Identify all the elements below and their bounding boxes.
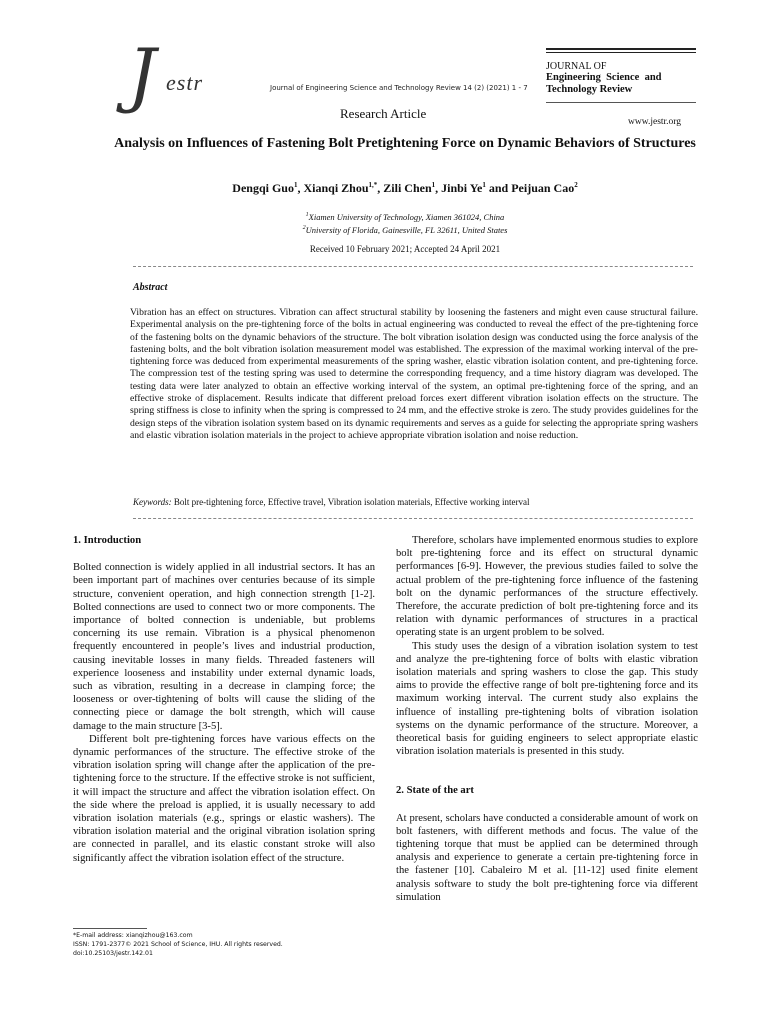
affiliation-1 (110, 210, 700, 223)
journal-name-line-2: Technology Review (546, 84, 633, 95)
logo-text: estr (166, 70, 203, 95)
author-affiliation-mark: 1 (431, 181, 436, 189)
keywords-label: Keywords: (133, 497, 172, 507)
affiliation-text: University of Florida, Gainesville, FL 32611, United States (305, 224, 508, 235)
abstract-heading: Abstract (133, 282, 168, 293)
spacer (396, 758, 698, 784)
author-name: Dengqi Guo (232, 181, 294, 195)
author-affiliation-mark: 1 (293, 181, 298, 189)
journal-logo (128, 34, 238, 120)
paragraph: At present, scholars have conducted a considerable amount of work on bolt fasteners, with different methods and focus. The value of the tightening torque that must be applied can be determined through analysis and experience to generate a certain pre-tightening force in the fastener [10]. Cabaleiro M et al. [11-12] used finite element analysis software to study the bolt pre-tightening force via different simulation (396, 812, 698, 903)
keywords-text: Bolt pre-tightening force, Effective travel, Vibration isolation materials, Effective working interval (173, 497, 530, 507)
author-name: Peijuan Cao (511, 181, 575, 195)
divider (133, 518, 693, 519)
top-rule-thin (546, 52, 696, 53)
affiliation-mark: 1 (305, 212, 309, 218)
affiliation-2 (110, 223, 700, 236)
author-affiliation-mark: 1,* (368, 181, 378, 189)
paragraph: Bolted connection is widely applied in all industrial sectors. It has an been important part of machines over centuries because of its simple structure, convenient operation, and high connection strength [1-2]. Bolted connections are used to connect two or more components. The importance of bolted connection is undeniable, but problems concerning its use remain. Vibration is a physical phenomenon frequently encountered in people’s lives and industrial production, causing inevitable losses in many fields. Threaded fasteners will experience looseness and instability under external dynamic loads, such as vibration, resulting in a decrease in clamping force; the looseness or over-tightening of bolts will cause the sliding of the connecting piece or damage the bolt strength, which will cause damage to the main structure [3-5]. (73, 562, 375, 732)
author-affiliation-mark: 2 (574, 181, 578, 189)
paragraph: This study uses the design of a vibration isolation system to test and analyze the pre-tightening force of bolts with elastic vibration isolation materials and spring washers to close the gap. This study aims to provide the effective range of bolt pre-tightening force and its maximum working interval. The current study also explains the influence of installing pre-tightening bolts of vibration isolation systems on the dynamic performance of the structure. Moreover, a theoretical basis for guiding engineers to select appropriate elastic vibration isolation materials is presented in this study. (396, 640, 698, 758)
footnote-rule (73, 928, 147, 929)
journal-name-box (546, 48, 696, 103)
divider (133, 266, 693, 267)
abstract-body: Vibration has an effect on structures. Vibration can affect structural stability by loosening the fasteners and might even cause structural failure. Experimental analysis on the pre-tightening force of the bolts in actual engineering was conducted to reveal the effect of the pre-tightening force of the fastening bolts on the dynamic behaviors of the structure. The bolt vibration isolation design was conducted using the force analysis of the fastening bolts, and the bolt vibration isolation measurement model was established. The expression of the maximal working interval of the pre-tightening force was deduced from experimental measurements of the spring washer, elastic vibration isolation content, and pre-tightening force. The compression test of the testing spring was used to determine the corresponding frequency, and a time history diagram was developed. The testing data were later analyzed to obtain an effective working interval of the system, an optimal pre-tightening force of the spring, and an effective stroke of displacement. Results indicate that different preload forces exert different vibration isolation effects on the structure. The spring stiffness is close to infinity when the spring is compressed to 24 mm, and the effective stroke is zero. The study provides guidelines for the design steps of the vibration isolation system based on its dynamic requirements and serves as a guide for selecting the appropriate spring washers and elastic vibration isolation materials in the project to achieve appropriate vibration isolation and noise reduction. (130, 307, 698, 441)
author-name: Zili Chen (383, 181, 432, 195)
paper-title: Analysis on Influences of Fastening Bolt Pretightening Force on Dynamic Behaviors of Structures (114, 136, 696, 151)
author-list: Dengqi Guo$^1$, Xianqi Zhou$^{1,*}$, Zili Chen$^1$, Jinbi Ye$^1$ and Peijuan Cao$^2$ (232, 181, 578, 195)
author-name: Xianqi Zhou (303, 181, 369, 195)
paragraph: Different bolt pre-tightening forces have various effects on the dynamic performances of the structure. The effective stroke of the vibration isolation spring will change after the application of the pre-tightening force to the structure. If the effective stroke is not sufficient, it will impact the structure and affect the vibration isolation effect. On the side where the preload is applied, it is usually necessary to add vibration isolation materials (e.g., springs or elastic washers). The vibration isolation material and the original vibration isolation spring are connected in parallel, and its elastic constant stroke will also significantly affect the vibration isolation effect of the structure. (73, 733, 375, 864)
journal-box-rule (546, 102, 696, 103)
article-type: Research Article (340, 106, 427, 121)
journal-of-label: JOURNAL OF (546, 61, 607, 72)
author-affiliation-mark: 1 (482, 181, 486, 189)
journal-website-link[interactable]: www.jestr.org (628, 117, 682, 127)
footnote-issn: ISSN: 1791-2377© 2021 School of Science, IHU. All rights reserved. (73, 941, 283, 948)
left-column (73, 534, 375, 865)
logo-letter: J (128, 34, 157, 116)
footnote-doi[interactable]: doi:10.25103/jestr.142.01 (73, 950, 153, 957)
affiliation-text: Xiamen University of Technology, Xiamen 361024, China (308, 211, 505, 222)
footnote-email[interactable]: *E-mail address: xianqizhou@163.com (73, 932, 193, 939)
right-column (396, 534, 698, 904)
author-conjunction: and (488, 181, 509, 195)
journal-citation-line: Journal of Engineering Science and Technology Review 14 (2) (2021) 1 - 7 (270, 84, 528, 92)
journal-name-line-1: Engineering Science and (546, 72, 662, 83)
author-name: Jinbi Ye (441, 181, 483, 195)
keywords (133, 497, 703, 507)
section-heading: 2. State of the art (396, 785, 474, 797)
received-dates: Received 10 February 2021; Accepted 24 April 2021 (309, 244, 501, 254)
top-rule (546, 48, 696, 50)
footnote (73, 928, 373, 958)
affiliation-mark: 2 (302, 224, 306, 231)
section-heading: 1. Introduction (73, 535, 142, 546)
affiliations (110, 210, 700, 236)
paragraph: Therefore, scholars have implemented enormous studies to explore bolt pre-tightening force and its effect on structural dynamic performances [6-9]. However, the previous studies failed to solve the actual problem of the pre-tightening force influence of the fastening bolt on the dynamic performances of the structure effectively. Therefore, the accurate prediction of bolt pre-tightening force and its relation with dynamic performances of structures in a practical operating state is an urgent problem to be solved. (396, 535, 698, 639)
